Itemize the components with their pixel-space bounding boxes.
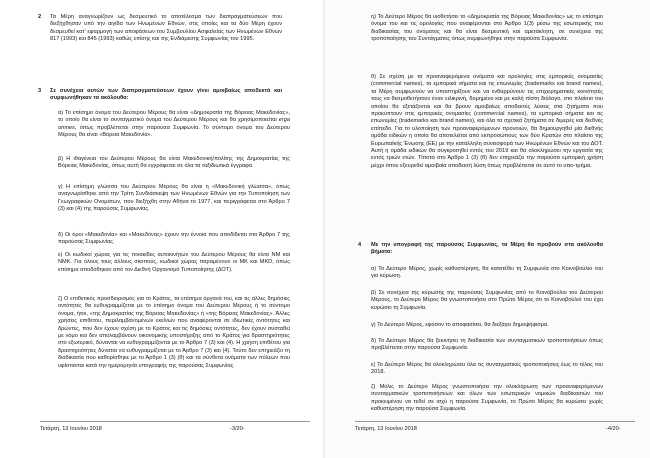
item-number-4: 4 — [358, 242, 362, 248]
footer-date: Τετάρτη, 13 Ιουνίου 2018 — [355, 426, 417, 432]
item-3-a — [58, 110, 290, 140]
item-3-b: β) Η ιθαγένεια του Δεύτερου Μέρους θα είναι Μακεδονική/πολίτης της Δημοκρατίας της Βόρειας Μακεδονίας, όπως αυτή θα εγγράφεται σε όλα τα ταξιδιωτικά έγγραφα. — [58, 156, 290, 170]
footer-rule — [40, 421, 310, 422]
item-number-3: 3 — [38, 88, 42, 94]
item-3-f: ζ) Ο επιθετικός προσδιορισμός για το Κράτος, τα επίσημα όργανά του, και τις άλλες δημόσιες οντότητες θα ευθυγραμμίζεται με το επίσημο όνομα του Δεύτερου Μέρους ή το σύντομο όνομα, ήτοι, «της Δημοκρατίας της Βόρειας Μακεδονίας» ή «της Βόρειας Μακεδονίας». Άλλες χρήσεις επιθέτου, περιλαμβανομένων εκείνων που αναφέρονται σε ιδιωτικές οντότητες και δρώντες, που δεν έχουν σχέση με το Κράτος και τις δημόσιες οντότητες, δεν έχουν συσταθεί με νόμο και δεν απολαμβάνουν οικονομικής υποστήριξης από το Κράτος για δραστηριότητες στο εξωτερικό, δύνανται να ευθυγραμμίζονται με το Άρθρο 7 (3) και (4). Η χρήση επιθέτου για δραστηριότητες δύναται να ευθυγραμμίζεται με το Άρθρο 7 (3) και (4). Τούτο δεν επηρεάζει τη διαδικασία που καθορίσθηκε με το Άρθρο 1 (3) (θ) και τα σύνθετα ονόματα των πόλεων που υφίστανται κατά την ημερομηνία υπογραφής της παρούσας Συμφωνίας. — [58, 296, 290, 369]
item-number-2: 2 — [38, 14, 42, 20]
footer-date: Τετάρτη, 13 Ιουνίου 2018 — [40, 426, 102, 432]
item-4-f: ζ) Μόλις το Δεύτερο Μέρος γνωστοποιήσει την ολοκλήρωση των προαναφερόμενων συνταγματικών τροποποιήσεων και όλων των εσωτερικών νομικών διαδικασιών του προκειμένου να τεθεί σε ισχύ η παρούσα Συμφωνία, το Πρώτο Μέρος θα κυρώσει χωρίς καθυστέρηση την παρούσα Συμφωνία. — [371, 384, 603, 413]
item-3-i: θ) Σε σχέση με τα προαναφερόμενα ονόματα και ορολογίες στις εμπορικές ονομασίες (commercial names), τα εμπορικά σήματα και τις επωνυμίες (trademarks και brand names), τα Μέρη συμφωνούν να υποστηρίξουν και να ενθαρρύνουν τις επιχειρηματικές κοινότητές τους να θεσμοθετήσουν έναν ειλικρινή, δομημένο και με καλή πίστη διάλογο, στο πλαίσιο του οποίου θα εξετάζονται και θα βρουν αμοιβαίως αποδεκτές λύσεις στα ζητήματα που προκύπτουν στις εμπορικές ονομασίες (commercial names), τα εμπορικά σήματα και τις επωνυμίες (trademarks και brand names), και όλα τα σχετικά ζητήματα σε διμερές και διεθνές επίπεδο. Για το υλοποίηση των προαναφερόμενων προνοιών, θα δημιουργηθεί μία διεθνής ομάδα ειδικών η οποία θα αποτελείται από εκπροσώπους των δύο Κρατών στο πλαίσιο της Ευρωπαϊκής Ένωσης (ΕΕ) με την κατάλληλη συνεισφορά των Ηνωμένων Εθνών και του ΔΟΤ. Αυτή η ομάδα ειδικών θα συγκροτηθεί εντός του 2019 και θα ολοκληρώσει την εργασία της εντός τριών ετών. Τίποτα στο Άρθρο 1 (3) (θ) δεν επηρεάζει την παρούσα εμπορική χρήση μέχρι όπου εξευρεθεί αμοιβαία αποδεκτή λύση όπως προβλέπεται σε αυτό το υπο-τμήμα. — [371, 74, 603, 169]
item-3-e: ε) Οι κωδικοί χώρας για τις πινακίδες αυτοκινήτων του Δεύτερου Μέρους θα είναι NM και NMK. Για όλους τους άλλους σκοπούς, κωδικοί χώρας παραμένουν οι MK και MKD, όπως επίσημα αποδόθηκαν από τον Διεθνή Οργανισμό Τυποποίησης (ΔΟΤ). — [58, 252, 290, 273]
item-3-a-part2: , όπως προβλέπεται στην παρούσα Συμφωνία. Το σύντομο όνομα του Δεύτερου Μέρους θα είναι «Βόρεια Μακεδονία». — [58, 124, 290, 139]
item-4-b: β) Σε συνέχεια της κύρωσης της παρούσας Συμφωνίας από το Κοινοβούλιο του Δεύτερου Μέρους, το Δεύτερο Μέρος θα γνωστοποιήσει στο Πρώτο Μέρος ότι το Κοινοβούλιό του έχει κυρώσει τη Συμφωνία. — [371, 290, 603, 311]
item-3-c: γ) Η επίσημη γλώσσα του Δεύτερου Μέρους θα είναι η «Μακεδονική γλώσσα», όπως αναγνωρίσθηκε από την Τρίτη Συνδιάσκεψη των Ηνωμένων Εθνών για την Τυποποίηση των Γεωγραφικών Ονομάτων, που διεξήχθη στην Αθήνα το 1977, και περιγράφεται στο Άρθρο 7 (3) και (4) της παρούσας Συμφωνίας. — [58, 184, 290, 213]
footer-rule — [355, 421, 635, 422]
page-number: -4/20- — [606, 426, 621, 432]
item-4-c: γ) Το Δεύτερο Μέρος, εφόσον το αποφασίσει, θα διεξάγει δημοψήφισμα. — [371, 322, 549, 328]
item-3-lead: Σε συνέχεια αυτών των διαπραγματεύσεων έχουν γίνει αμοιβαίως αποδεκτά και συμφωνήθηκαν τα ακόλουθα: — [50, 88, 282, 102]
item-3-h: η) Το Δεύτερο Μέρος θα υιοθετήσει το «Δημοκρατία της Βόρειας Μακεδονίας» ως το επίσημο όνομα του και τις ορολογίες που αναφέρονται στο Άρθρο 1(3) μέσω της εσωτερικής του διαδικασίας του ονόματος και θα είναι δεσμευτική και αμετάκλητη, σε συνέχεια της τροποποίησης του Συντάγματος όπως συμφωνήθηκε στην παρούσα Συμφωνία. — [371, 14, 603, 43]
item-3-d: δ) Οι όροι «Μακεδονία» και «Μακεδόνας» έχουν την έννοια που αποδίδεται στο Άρθρο 7 της παρούσας Συμφωνίας. — [58, 232, 290, 246]
item-4-d: δ) Το Δεύτερο Μέρος θα ξεκινήσει τη διαδικασία των συνταγματικών τροποποιήσεων όπως προβλέπεται στην παρούσα Συμφωνία. — [371, 338, 603, 352]
page-4 — [325, 0, 650, 458]
page-number: -3/20- — [230, 426, 245, 432]
item-3-a-emphasis: erga omnes — [58, 117, 290, 131]
item-4-e: ε) Το Δεύτερο Μέρος θα ολοκληρώσει όλα τις συνταγματικές τροποποιήσεις έως το τέλος του 2018. — [371, 362, 603, 376]
item-4-a: α) Το Δεύτερο Μέρος, χωρίς καθυστέρηση, θα κατατέθει τη Συμφωνία στο Κοινοβούλιο του για κύρωση. — [371, 266, 603, 280]
item-3-a-part1: α) Το επίσημο όνομα του Δεύτερου Μέρους θα είναι «Δημοκρατία της Βόρειας Μακεδονίας», το οποίο θα είναι το συνταγματικό όνομα του Δεύτερου Μέρους και θα χρησιμοποιείται — [58, 110, 290, 124]
item-4-lead: Με την υπογραφή της παρούσας Συμφωνίας, τα Μέρη θα προβούν στα ακόλουθα βήματα: — [371, 242, 603, 256]
item-2-text: Τα Μέρη αναγνωρίζουν ως δεσμευτικό το αποτέλεσμα των διαπραγματεύσεων που διεξήχθησαν υπό την αιγίδα των Ηνωμένων Εθνών, στις οποίες και τα δύο Μέρη έχουν δεσμευθεί κατ' εφαρμογή των αποφάσεων του Συμβουλίου Ασφαλείας των Ηνωμένων Εθνών 817 (1993) και 845 (1993) καθώς επίσης και της Ενδιάμεσης Συμφωνίας του 1995. — [50, 14, 282, 43]
